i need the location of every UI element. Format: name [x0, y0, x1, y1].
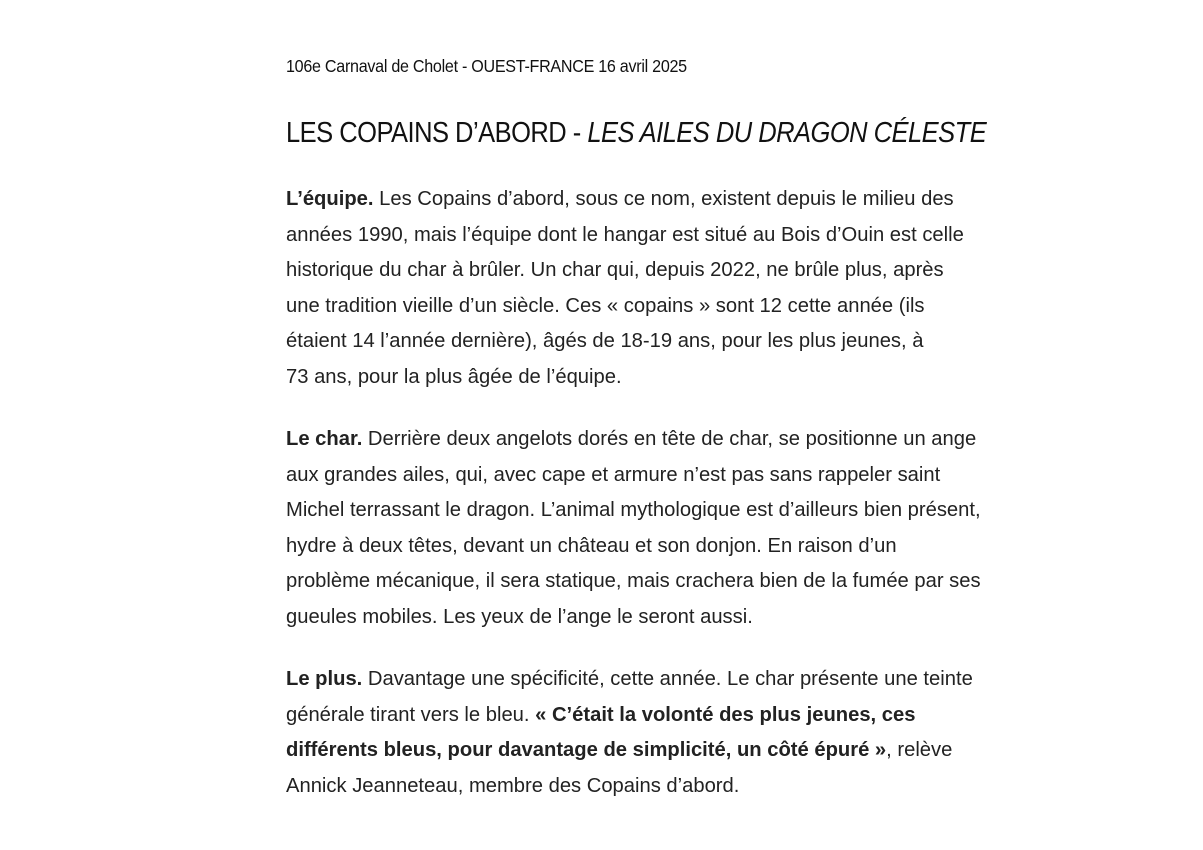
- paragraph-line: Davantage une spécificité, cette année. Le char présente une teinte: [362, 668, 973, 690]
- paragraph-line: aux grandes ailes, qui, avec cape et armure n’est pas sans rappeler saint: [286, 463, 941, 486]
- paragraph-line: hydre à deux têtes, devant un château et son donjon. En raison d’un: [286, 534, 897, 557]
- paragraph-equipe: [286, 182, 1116, 396]
- article-title: LES COPAINS D’ABORD: [286, 117, 567, 149]
- paragraph-line: Annick Jeanneteau, membre des Copains d’abord.: [286, 774, 740, 797]
- article-headline: [286, 117, 986, 150]
- paragraph-line: générale tirant vers le bleu.: [286, 703, 536, 726]
- pull-quote: « C’était la volonté des plus jeunes, ces: [535, 703, 916, 726]
- paragraph-line: Michel terrassant le dragon. L’animal mythologique est d’ailleurs bien présent,: [286, 499, 981, 522]
- article-subtitle: LES AILES DU DRAGON CÉLESTE: [587, 117, 987, 149]
- title-separator: -: [566, 117, 588, 149]
- paragraph-line: , relève: [886, 739, 953, 762]
- paragraph-line: Derrière deux angelots dorés en tête de char, se positionne un ange: [362, 428, 977, 450]
- paragraph-char: [286, 422, 1116, 636]
- pull-quote: différents bleus, pour davantage de simplicité, un côté épuré »: [286, 739, 887, 762]
- paragraph-line: une tradition vieille d’un siècle. Ces « copains » sont 12 cette année (ils: [286, 294, 925, 317]
- source-line: 106e Carnaval de Cholet - OUEST-FRANCE 16 avril 2025: [286, 56, 687, 76]
- paragraph-line: problème mécanique, il sera statique, mais crachera bien de la fumée par ses: [286, 570, 981, 593]
- paragraph-line: 73 ans, pour la plus âgée de l’équipe.: [286, 365, 622, 388]
- paragraph-lead: Le plus.: [286, 668, 363, 690]
- paragraph-line: Les Copains d’abord, sous ce nom, existent depuis le milieu des: [373, 188, 954, 210]
- paragraph-line: gueules mobiles. Les yeux de l’ange le seront aussi.: [286, 605, 753, 628]
- paragraph-line: historique du char à brûler. Un char qui, depuis 2022, ne brûle plus, après: [286, 259, 944, 282]
- paragraph-line: étaient 14 l’année dernière), âgés de 18-19 ans, pour les plus jeunes, à: [286, 330, 924, 353]
- paragraph-line: années 1990, mais l’équipe dont le hangar est situé au Bois d’Ouin est celle: [286, 223, 964, 246]
- paragraph-lead: Le char.: [286, 428, 363, 450]
- paragraph-plus: [286, 662, 1116, 804]
- paragraph-lead: L’équipe.: [286, 188, 374, 210]
